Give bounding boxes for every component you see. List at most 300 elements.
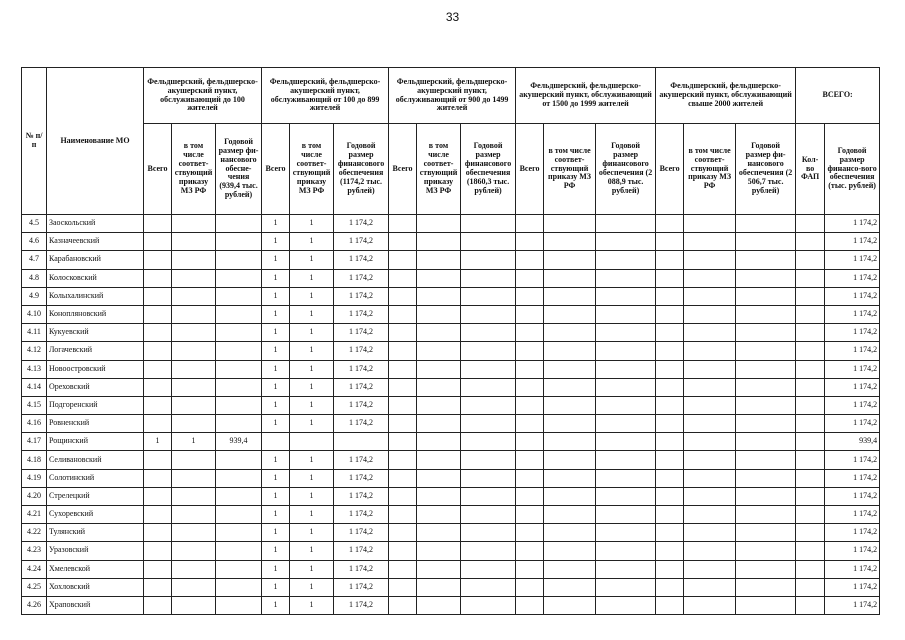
data-cell [596, 287, 656, 305]
data-cell: 1 [262, 451, 290, 469]
data-cell: 1 [262, 542, 290, 560]
data-cell [516, 524, 544, 542]
data-cell [684, 378, 736, 396]
data-cell [216, 415, 262, 433]
data-cell [389, 287, 417, 305]
data-cell: 1 [290, 596, 334, 614]
data-cell [389, 524, 417, 542]
col-header-name: Наименование МО [47, 68, 144, 215]
page-number: 33 [445, 10, 460, 24]
data-cell [389, 451, 417, 469]
data-cell [796, 215, 825, 233]
data-cell [596, 433, 656, 451]
data-cell: 1 [262, 342, 290, 360]
row-number: 4.17 [22, 433, 47, 451]
data-cell [461, 324, 516, 342]
data-cell [684, 396, 736, 414]
data-cell [544, 415, 596, 433]
table-row [22, 396, 880, 414]
data-cell [656, 524, 684, 542]
data-cell: 1 174,2 [334, 524, 389, 542]
data-cell [172, 360, 216, 378]
subheader-g4-compliant: в том числе соответ-ствующий приказу МЗ РФ [544, 124, 596, 215]
data-cell [656, 415, 684, 433]
data-cell [544, 360, 596, 378]
data-cell: 1 174,2 [334, 469, 389, 487]
data-cell [796, 305, 825, 323]
data-cell: 1 [172, 433, 216, 451]
data-cell [216, 542, 262, 560]
data-cell [656, 287, 684, 305]
mo-name: Рощинский [47, 433, 144, 451]
data-cell [172, 324, 216, 342]
data-cell: 1 [290, 542, 334, 560]
data-cell [461, 233, 516, 251]
data-cell [596, 487, 656, 505]
data-cell: 1 [262, 578, 290, 596]
data-cell [172, 506, 216, 524]
data-cell [596, 378, 656, 396]
data-cell [417, 269, 461, 287]
subheader-g4-funding: Годовой размер финансового обеспечения (2 088,9 тыс. рублей) [596, 124, 656, 215]
data-cell [736, 469, 796, 487]
data-cell [736, 360, 796, 378]
mo-name: Хохловский [47, 578, 144, 596]
data-cell [596, 342, 656, 360]
data-cell: 1 [290, 560, 334, 578]
data-cell [596, 269, 656, 287]
data-cell [144, 324, 172, 342]
data-cell [144, 287, 172, 305]
data-cell [736, 451, 796, 469]
data-cell [684, 287, 736, 305]
data-cell [596, 324, 656, 342]
group-header-1: Фельдшерский, фельдшерско-акушерский пункт, обслуживающий до 100 жителей [144, 68, 262, 124]
data-cell [544, 342, 596, 360]
data-cell [544, 269, 596, 287]
row-number: 4.16 [22, 415, 47, 433]
data-cell [656, 487, 684, 505]
data-cell [656, 215, 684, 233]
data-cell [796, 469, 825, 487]
table-row [22, 578, 880, 596]
data-cell [684, 542, 736, 560]
data-cell [172, 415, 216, 433]
total-funding-cell: 1 174,2 [825, 305, 880, 323]
row-number: 4.18 [22, 451, 47, 469]
data-cell [389, 269, 417, 287]
data-cell [544, 487, 596, 505]
row-number: 4.26 [22, 596, 47, 614]
data-cell [144, 487, 172, 505]
data-cell [172, 524, 216, 542]
data-cell [656, 378, 684, 396]
total-funding-cell: 1 174,2 [825, 542, 880, 560]
group-header-5: Фельдшерский, фельдшерско-акушерский пункт, обслуживающий свыше 2000 жителей [656, 68, 796, 124]
data-cell [796, 342, 825, 360]
data-cell [144, 542, 172, 560]
data-cell [216, 378, 262, 396]
data-cell [216, 269, 262, 287]
subheader-g3-funding: Годовой размер финансового обеспечения (1860,3 тыс. рублей) [461, 124, 516, 215]
data-cell [461, 451, 516, 469]
data-cell [389, 305, 417, 323]
mo-name: Заоскольский [47, 215, 144, 233]
data-cell [596, 360, 656, 378]
data-cell [516, 469, 544, 487]
data-cell [389, 251, 417, 269]
data-cell [216, 469, 262, 487]
data-cell [544, 233, 596, 251]
data-cell [736, 542, 796, 560]
total-funding-cell: 1 174,2 [825, 342, 880, 360]
data-cell [144, 360, 172, 378]
row-number: 4.6 [22, 233, 47, 251]
data-cell: 1 174,2 [334, 360, 389, 378]
data-cell [516, 542, 544, 560]
data-cell [516, 269, 544, 287]
row-number: 4.21 [22, 506, 47, 524]
data-cell: 1 174,2 [334, 251, 389, 269]
data-cell: 1 [262, 396, 290, 414]
subheader-g3-total: Всего [389, 124, 417, 215]
data-cell: 1 [262, 324, 290, 342]
data-cell: 1 [262, 287, 290, 305]
table-row [22, 342, 880, 360]
data-cell [172, 396, 216, 414]
data-cell [656, 560, 684, 578]
data-cell [796, 487, 825, 505]
data-cell [736, 415, 796, 433]
data-cell [216, 342, 262, 360]
data-cell [389, 596, 417, 614]
data-cell [389, 396, 417, 414]
row-number: 4.20 [22, 487, 47, 505]
data-cell [172, 578, 216, 596]
data-cell [544, 451, 596, 469]
data-cell [516, 360, 544, 378]
total-funding-cell: 1 174,2 [825, 560, 880, 578]
data-cell [461, 215, 516, 233]
data-cell [596, 233, 656, 251]
data-cell [596, 215, 656, 233]
data-cell [796, 596, 825, 614]
data-cell: 1 [290, 360, 334, 378]
data-cell [544, 542, 596, 560]
data-cell [796, 560, 825, 578]
data-cell [417, 506, 461, 524]
row-number: 4.15 [22, 396, 47, 414]
data-cell: 1 174,2 [334, 560, 389, 578]
data-cell: 1 174,2 [334, 305, 389, 323]
table-row [22, 360, 880, 378]
row-number: 4.10 [22, 305, 47, 323]
data-cell [216, 305, 262, 323]
data-cell [516, 287, 544, 305]
data-cell [516, 433, 544, 451]
data-cell [736, 433, 796, 451]
data-cell [736, 378, 796, 396]
data-cell: 1 [290, 415, 334, 433]
data-cell: 1 [262, 305, 290, 323]
data-cell [796, 542, 825, 560]
data-cell [736, 324, 796, 342]
data-cell: 1 174,2 [334, 378, 389, 396]
data-cell [144, 578, 172, 596]
data-cell [144, 415, 172, 433]
total-funding-cell: 1 174,2 [825, 378, 880, 396]
data-cell [216, 251, 262, 269]
mo-name: Колосковский [47, 269, 144, 287]
mo-name: Селивановский [47, 451, 144, 469]
total-funding-cell: 1 174,2 [825, 506, 880, 524]
table-body [22, 215, 880, 615]
data-cell [389, 578, 417, 596]
data-cell: 1 [290, 215, 334, 233]
data-cell [516, 233, 544, 251]
data-cell: 1 174,2 [334, 451, 389, 469]
data-cell [417, 433, 461, 451]
data-cell [596, 506, 656, 524]
data-cell [684, 578, 736, 596]
data-cell [461, 506, 516, 524]
data-cell [216, 560, 262, 578]
mo-name: Ореховский [47, 378, 144, 396]
data-cell [796, 524, 825, 542]
total-funding-cell: 1 174,2 [825, 487, 880, 505]
data-cell: 1 [262, 506, 290, 524]
subheader-g2-total: Всего [262, 124, 290, 215]
data-cell [389, 506, 417, 524]
data-cell [417, 233, 461, 251]
data-cell: 1 174,2 [334, 415, 389, 433]
total-funding-cell: 1 174,2 [825, 451, 880, 469]
table-row [22, 324, 880, 342]
data-cell [684, 251, 736, 269]
table-row [22, 451, 880, 469]
data-cell [796, 251, 825, 269]
data-cell [172, 215, 216, 233]
data-cell [656, 305, 684, 323]
row-number: 4.5 [22, 215, 47, 233]
data-cell [656, 251, 684, 269]
data-cell: 1 [290, 305, 334, 323]
data-cell [389, 342, 417, 360]
data-cell [144, 506, 172, 524]
subheader-g1-compliant: в том числе соответ-ствующий приказу МЗ РФ [172, 124, 216, 215]
data-cell [656, 396, 684, 414]
data-cell [144, 596, 172, 614]
data-cell [684, 469, 736, 487]
data-cell [172, 233, 216, 251]
data-cell [596, 560, 656, 578]
data-cell [262, 433, 290, 451]
data-cell [684, 305, 736, 323]
data-cell [389, 360, 417, 378]
subheader-g5-funding: Годовой размер фи-нансового обеспечения (2 506,7 тыс. рублей) [736, 124, 796, 215]
table-row [22, 287, 880, 305]
data-cell [684, 451, 736, 469]
data-cell [461, 396, 516, 414]
facilities-table [21, 67, 880, 615]
data-cell [736, 596, 796, 614]
data-cell [216, 360, 262, 378]
data-cell [656, 433, 684, 451]
data-cell [684, 524, 736, 542]
data-cell [216, 287, 262, 305]
data-cell [389, 433, 417, 451]
data-cell [796, 233, 825, 251]
data-cell: 1 174,2 [334, 487, 389, 505]
data-cell [516, 560, 544, 578]
data-cell [144, 233, 172, 251]
mo-name: Хмелевской [47, 560, 144, 578]
data-cell: 1 [262, 215, 290, 233]
subheader-g5-compliant: в том числе соответ-ствующий приказу МЗ РФ [684, 124, 736, 215]
table-row [22, 305, 880, 323]
data-cell [544, 378, 596, 396]
data-cell [417, 560, 461, 578]
data-cell [736, 215, 796, 233]
data-cell [417, 251, 461, 269]
data-cell: 1 174,2 [334, 396, 389, 414]
data-cell [736, 342, 796, 360]
data-cell [144, 396, 172, 414]
data-cell [389, 215, 417, 233]
data-cell [417, 487, 461, 505]
data-cell [172, 596, 216, 614]
data-cell: 1 174,2 [334, 269, 389, 287]
data-cell: 1 [290, 451, 334, 469]
data-cell [656, 360, 684, 378]
data-cell [796, 360, 825, 378]
data-cell: 1 174,2 [334, 542, 389, 560]
data-cell [461, 542, 516, 560]
data-cell: 1 [262, 251, 290, 269]
data-cell [596, 578, 656, 596]
data-cell: 1 174,2 [334, 287, 389, 305]
data-cell [796, 324, 825, 342]
data-cell: 1 174,2 [334, 596, 389, 614]
data-cell [461, 305, 516, 323]
data-cell [461, 251, 516, 269]
data-cell [544, 560, 596, 578]
data-cell [516, 451, 544, 469]
data-cell [516, 596, 544, 614]
data-cell [172, 487, 216, 505]
data-cell [516, 215, 544, 233]
data-cell [417, 469, 461, 487]
total-funding-cell: 1 174,2 [825, 287, 880, 305]
data-cell [461, 578, 516, 596]
data-cell [417, 324, 461, 342]
data-cell [172, 542, 216, 560]
total-funding-cell: 1 174,2 [825, 324, 880, 342]
data-cell [656, 578, 684, 596]
data-cell [596, 469, 656, 487]
data-cell [544, 578, 596, 596]
mo-name: Конопляновский [47, 305, 144, 323]
data-cell [216, 451, 262, 469]
data-cell [144, 215, 172, 233]
data-cell [544, 287, 596, 305]
total-funding-cell: 1 174,2 [825, 396, 880, 414]
data-cell [736, 487, 796, 505]
data-cell [796, 269, 825, 287]
total-funding-cell: 939,4 [825, 433, 880, 451]
data-cell [172, 342, 216, 360]
data-cell [417, 287, 461, 305]
data-cell [516, 324, 544, 342]
data-cell [596, 524, 656, 542]
data-cell [417, 360, 461, 378]
data-cell [216, 396, 262, 414]
total-funding-cell: 1 174,2 [825, 360, 880, 378]
data-cell [684, 596, 736, 614]
data-cell [516, 415, 544, 433]
data-cell: 1 [290, 487, 334, 505]
group-header-4: Фельдшерский, фельдшерско-акушерский пункт, обслуживающий от 1500 до 1999 жителей [516, 68, 656, 124]
mo-name: Солотинский [47, 469, 144, 487]
mo-name: Тулянский [47, 524, 144, 542]
table-row [22, 469, 880, 487]
data-cell: 1 [262, 415, 290, 433]
data-cell [172, 251, 216, 269]
data-cell: 939,4 [216, 433, 262, 451]
data-cell [596, 596, 656, 614]
data-cell [516, 396, 544, 414]
data-cell [389, 542, 417, 560]
subheader-total-funding: Годовой размер финансо-вого обеспечения (тыс. рублей) [825, 124, 880, 215]
data-cell [290, 433, 334, 451]
data-cell [736, 269, 796, 287]
subheader-g2-funding: Годовой размер финансового обеспечения (1174,2 тыс. рублей) [334, 124, 389, 215]
data-cell [544, 396, 596, 414]
data-cell [596, 251, 656, 269]
group-header-2: Фельдшерский, фельдшерско-акушерский пункт, обслуживающий от 100 до 899 жителей [262, 68, 389, 124]
data-cell [172, 451, 216, 469]
row-number: 4.23 [22, 542, 47, 560]
data-cell [516, 487, 544, 505]
data-cell [461, 415, 516, 433]
data-cell [461, 596, 516, 614]
data-cell [172, 269, 216, 287]
data-cell [516, 578, 544, 596]
data-cell: 1 [290, 469, 334, 487]
data-cell [736, 578, 796, 596]
data-cell [796, 396, 825, 414]
total-funding-cell: 1 174,2 [825, 269, 880, 287]
col-header-num: № п/п [22, 68, 47, 215]
table-row [22, 487, 880, 505]
row-number: 4.14 [22, 378, 47, 396]
data-cell: 1 [262, 469, 290, 487]
mo-name: Подгоренский [47, 396, 144, 414]
mo-name: Карабановский [47, 251, 144, 269]
data-cell [144, 524, 172, 542]
data-cell [656, 342, 684, 360]
data-cell [461, 342, 516, 360]
data-cell [144, 451, 172, 469]
data-cell [684, 560, 736, 578]
row-number: 4.13 [22, 360, 47, 378]
data-cell: 1 [262, 487, 290, 505]
total-funding-cell: 1 174,2 [825, 524, 880, 542]
row-number: 4.11 [22, 324, 47, 342]
data-cell [389, 415, 417, 433]
data-cell [389, 487, 417, 505]
data-cell: 1 [262, 360, 290, 378]
